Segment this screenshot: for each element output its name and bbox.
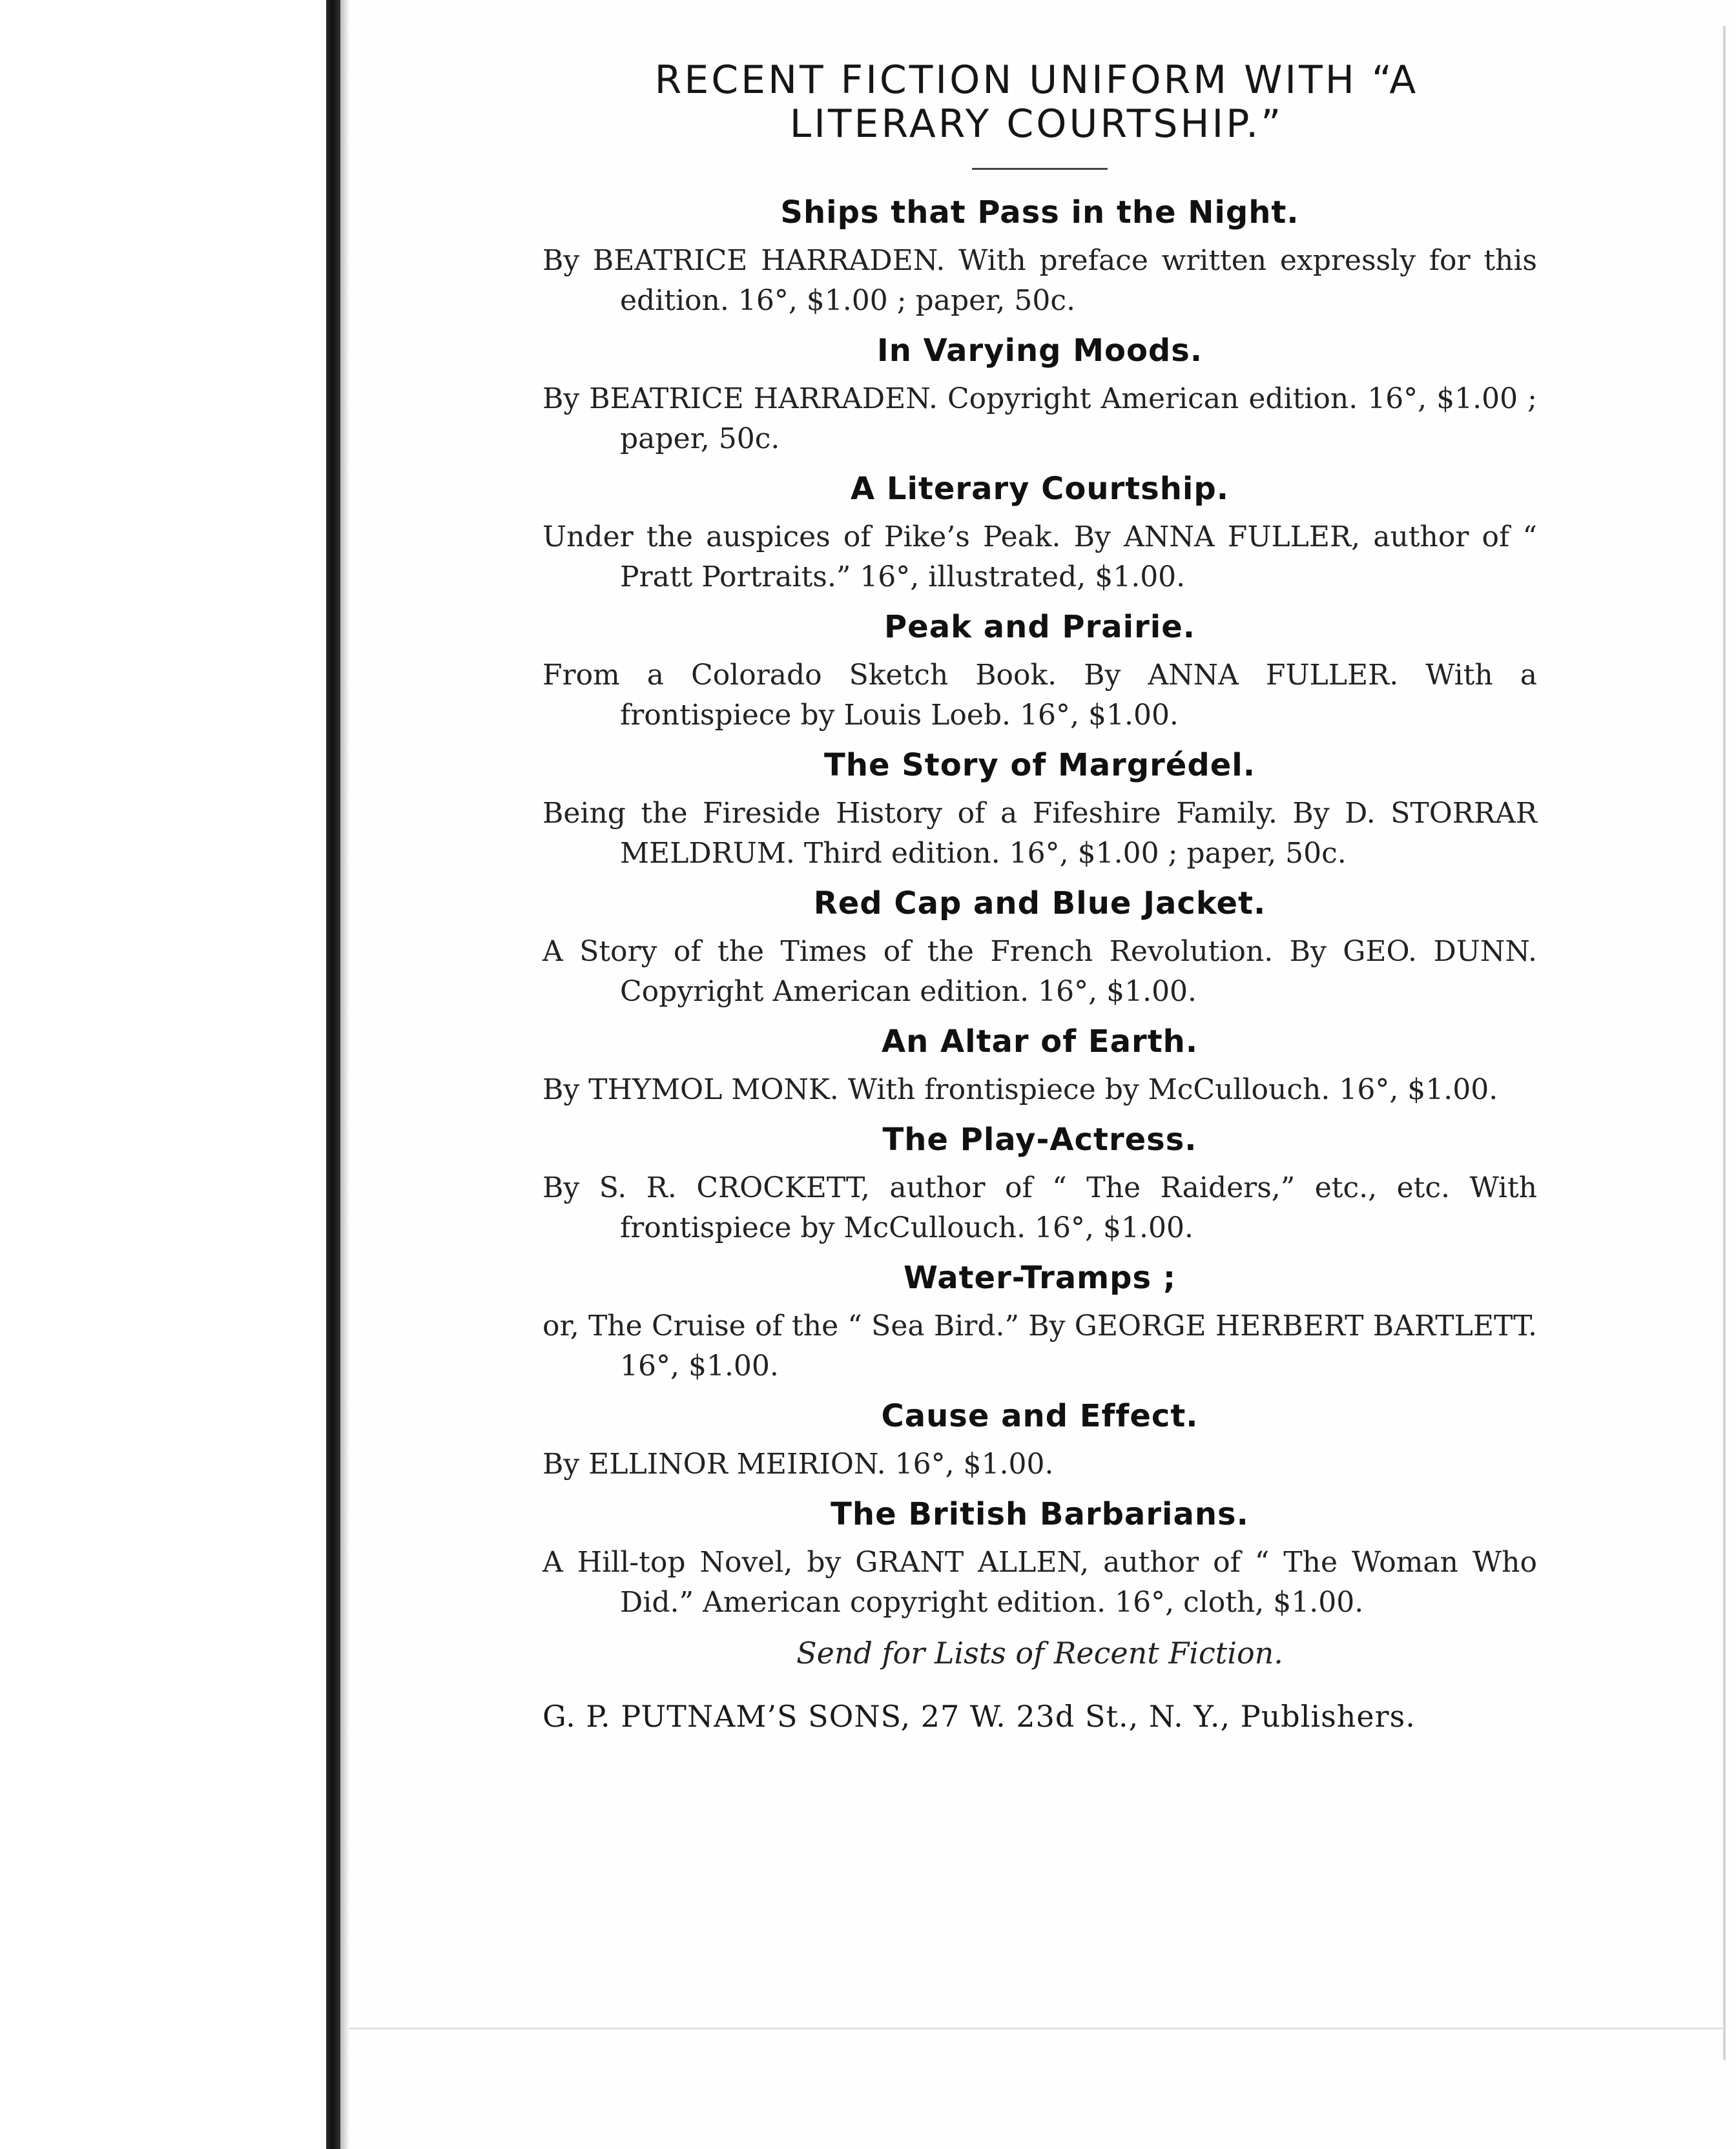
gutter-shadow — [340, 0, 349, 2149]
book-entry — [542, 1120, 1537, 1248]
book-description: Being the Fireside History of a Fifeshire Family. By D. STORRAR MELDRUM. Third edition. 16°, $1.00 ; paper, 50c. — [542, 797, 1537, 870]
book-title: Cause and Effect. — [881, 1398, 1199, 1434]
blank-left-page — [0, 0, 323, 2149]
book-entry — [542, 884, 1537, 1012]
book-entry — [542, 469, 1537, 597]
book-entry — [542, 1259, 1537, 1386]
page-bottom-edge — [349, 2028, 1724, 2030]
book-title: An Altar of Earth. — [881, 1023, 1199, 1060]
book-title: In Varying Moods. — [876, 333, 1203, 369]
heading-line-2: LITERARY COURTSHIP.” — [789, 101, 1284, 147]
book-description: By BEATRICE HARRADEN. With preface written expressly for this edition. 16°, $1.00 ; paper, 50c. — [542, 244, 1537, 317]
book-entry — [542, 608, 1537, 735]
book-entry — [542, 1397, 1537, 1485]
publisher-imprint: G. P. PUTNAM’S SONS, 27 W. 23d St., N. Y., Publishers. — [542, 1699, 1416, 1734]
heading-rule — [972, 168, 1108, 170]
book-gutter — [326, 0, 340, 2149]
book-entry — [542, 1022, 1537, 1110]
book-description: A Hill-top Novel, by GRANT ALLEN, author of “ The Woman Who Did.” American copyright edition. 16°, cloth, $1.00. — [542, 1546, 1537, 1619]
book-description: By THYMOL MONK. With frontispiece by McCullouch. 16°, $1.00. — [542, 1073, 1498, 1106]
book-description: or, The Cruise of the “ Sea Bird.” By GEORGE HERBERT BARTLETT. 16°, $1.00. — [542, 1310, 1537, 1383]
advertisement-page — [542, 58, 1537, 1734]
book-entry — [542, 193, 1537, 321]
book-title: Red Cap and Blue Jacket. — [813, 885, 1266, 921]
book-title: The Play-Actress. — [882, 1122, 1197, 1158]
book-description: By S. R. CROCKETT, author of “ The Raiders,” etc., etc. With frontispiece by McCullouch. 16°, $1.00. — [542, 1171, 1537, 1244]
book-entry — [542, 331, 1537, 459]
book-entry — [542, 746, 1537, 874]
book-description: A Story of the Times of the French Revolution. By GEO. DUNN. Copyright American edition. 16°, $1.00. — [542, 935, 1537, 1008]
book-description: Under the auspices of Pike’s Peak. By ANNA FULLER, author of “ Pratt Portraits.” 16°, illustrated, $1.00. — [542, 520, 1537, 593]
book-description: By BEATRICE HARRADEN. Copyright American edition. 16°, $1.00 ; paper, 50c. — [542, 382, 1537, 455]
heading-line-1: RECENT FICTION UNIFORM WITH “A — [654, 57, 1419, 103]
book-title: The Story of Margrédel. — [824, 747, 1256, 783]
page-heading — [536, 58, 1537, 146]
book-title: Water-Tramps ; — [903, 1260, 1177, 1296]
page-edge — [1723, 26, 1726, 2060]
book-description: From a Colorado Sketch Book. By ANNA FULLER. With a frontispiece by Louis Loeb. 16°, $1.00. — [542, 659, 1537, 732]
book-title: Peak and Prairie. — [884, 609, 1195, 645]
book-title: The British Barbarians. — [831, 1496, 1249, 1532]
book-title: Ships that Pass in the Night. — [780, 194, 1299, 231]
book-title: A Literary Courtship. — [851, 471, 1229, 507]
lists-note: Send for Lists of Recent Fiction. — [796, 1636, 1283, 1671]
book-description: By ELLINOR MEIRION. 16°, $1.00. — [542, 1448, 1054, 1481]
book-entry — [542, 1495, 1537, 1623]
